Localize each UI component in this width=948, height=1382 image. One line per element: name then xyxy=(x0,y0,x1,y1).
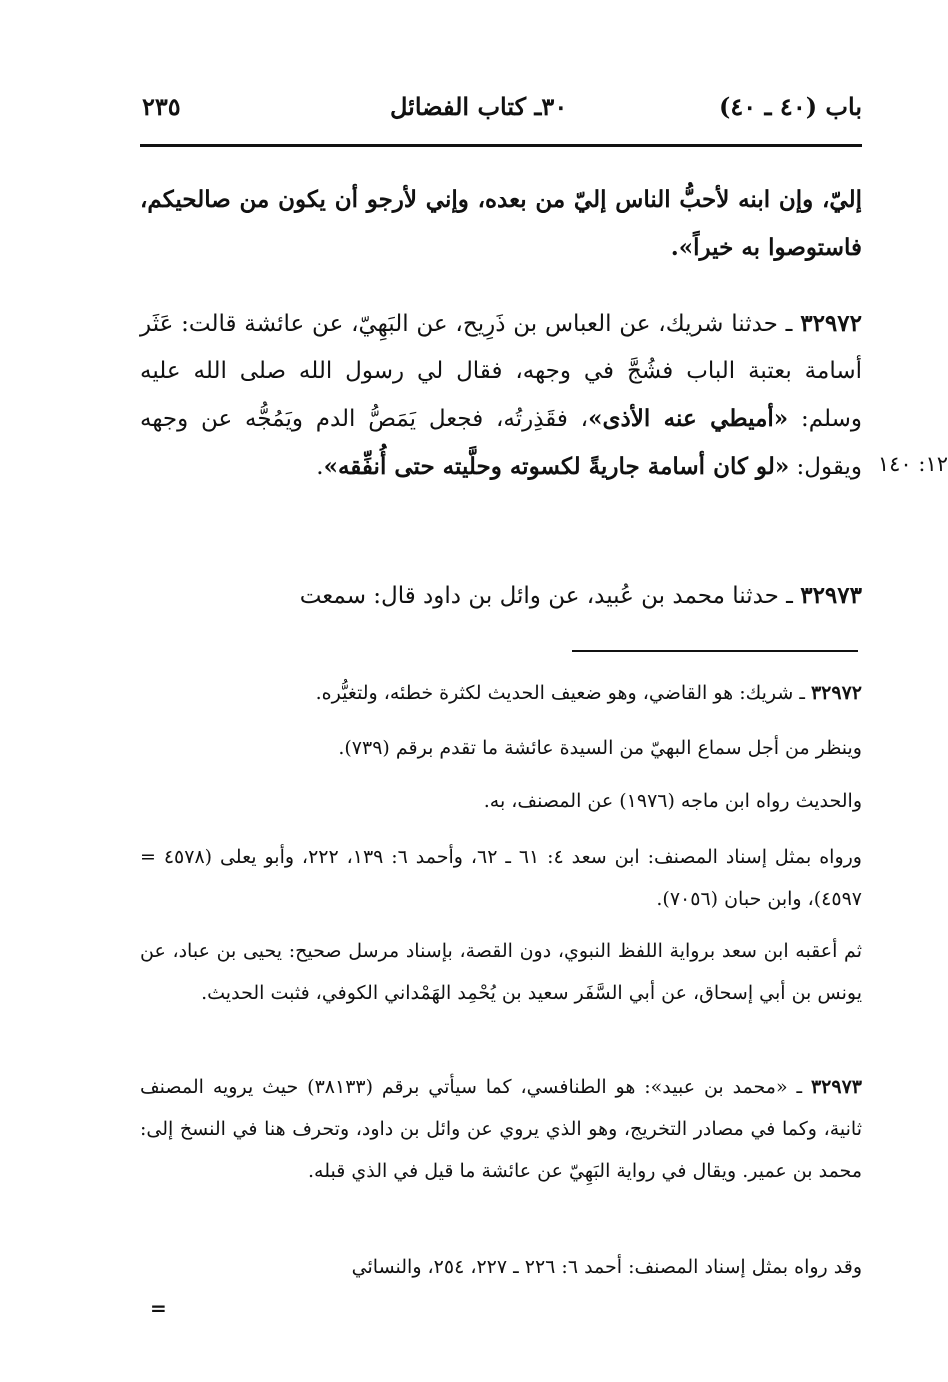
hadith-number: ٣٢٩٧٢ xyxy=(800,310,862,337)
hadith-quote: «أميطي عنه الأذى» xyxy=(588,405,789,432)
continuation-mark: = xyxy=(150,1296,167,1320)
running-header xyxy=(140,92,862,132)
hadith-narrative: ، فقَذِرتُه، فجعل يَمَصُّ الدم ويَمُجُّه عن وجهه ويقول: xyxy=(140,406,862,480)
footnote xyxy=(140,1066,862,1192)
footnote: والحديث رواه ابن ماجه (١٩٧٦) عن المصنف، به. xyxy=(483,790,862,812)
hadith-isnad: ـ حدثنا محمد بن عُبيد، عن وائل بن داود قال: سمعت xyxy=(299,583,801,609)
footnote: ثم أعقبه ابن سعد برواية اللفظ النبوي، دون القصة، بإسناد مرسل صحيح: يحيى بن عباد، عن يونس بن أبي إسحاق، عن أبي السَّفَر سعيد بن يُحْمِد الهَمْداني الكوفي، فثبت الحديث. xyxy=(140,940,862,1004)
hadith-text: إليّ، وإن ابنه لأحبُّ الناس إليّ من بعده، وإني لأرجو أن يكون من صالحيكم، فاستوصوا به خيراً». xyxy=(140,186,862,261)
header-rule xyxy=(140,144,862,147)
chapter-title: باب (٤٠ ـ ٤٠) xyxy=(719,92,862,121)
hadith-32973 xyxy=(140,572,862,620)
hadith-number: ٣٢٩٧٣ xyxy=(800,582,862,609)
footnote-number: ٣٢٩٧٣ xyxy=(810,1076,862,1098)
footnote-text: ـ «محمد بن عبيد»: هو الطنافسي، كما سيأتي برقم (٣٨١٣٣) حيث يرويه المصنف ثانية، وكما في مصادر التخريج، وهو الذي يروي عن وائل بن داود، وتحرف هنا في النسخ إلى: محمد بن عمير. ويقال في رواية البَهِيّ عن عائشة ما قيل في الذي قبله. xyxy=(140,1076,862,1182)
page-number: ٢٣٥ xyxy=(142,92,181,121)
hadith-end: . xyxy=(316,454,324,480)
footnote-number: ٣٢٩٧٢ xyxy=(810,682,862,704)
footnote: وقد رواه بمثل إسناد المصنف: أحمد ٦: ٢٢٦ ـ ٢٢٧، ٢٥٤، والنسائي xyxy=(351,1256,862,1278)
footnote-text: ـ شريك: هو القاضي، وهو ضعيف الحديث لكثرة خطئه، ولتغيُّره. xyxy=(315,682,811,704)
book-title: ٣٠ـ كتاب الفضائل xyxy=(390,92,568,121)
hadith-isnad: ـ حدثنا شريك، عن العباس بن ذَرِيح، عن البَهِيّ، عن عائشة قالت: عَثَر أسامة بعتبة الباب فشُجَّ في وجهه، فقال لي رسول الله صلى الله عليه وسلم: xyxy=(140,311,862,432)
hadith-quote: «لو كان أسامة جاريةً لكسوته وحلَّيته حتى أُنفِّقه» xyxy=(323,453,790,480)
footnote xyxy=(140,672,862,714)
footnote: وينظر من أجل سماع البهيّ من السيدة عائشة ما تقدم برقم (٧٣٩). xyxy=(338,737,862,759)
hadith-continuation xyxy=(140,176,862,272)
footnote: ورواه بمثل إسناد المصنف: ابن سعد ٤: ٦١ ـ ٦٢، وأحمد ٦: ١٣٩، ٢٢٢، وأبو يعلى (٤٥٧٨ = ٤٥٩٧)، وابن حبان (٧٠٥٦). xyxy=(140,846,862,910)
footnote-separator xyxy=(572,650,858,652)
margin-reference: ١٢: ١٤٠ xyxy=(877,452,948,476)
hadith-32972 xyxy=(140,300,862,491)
